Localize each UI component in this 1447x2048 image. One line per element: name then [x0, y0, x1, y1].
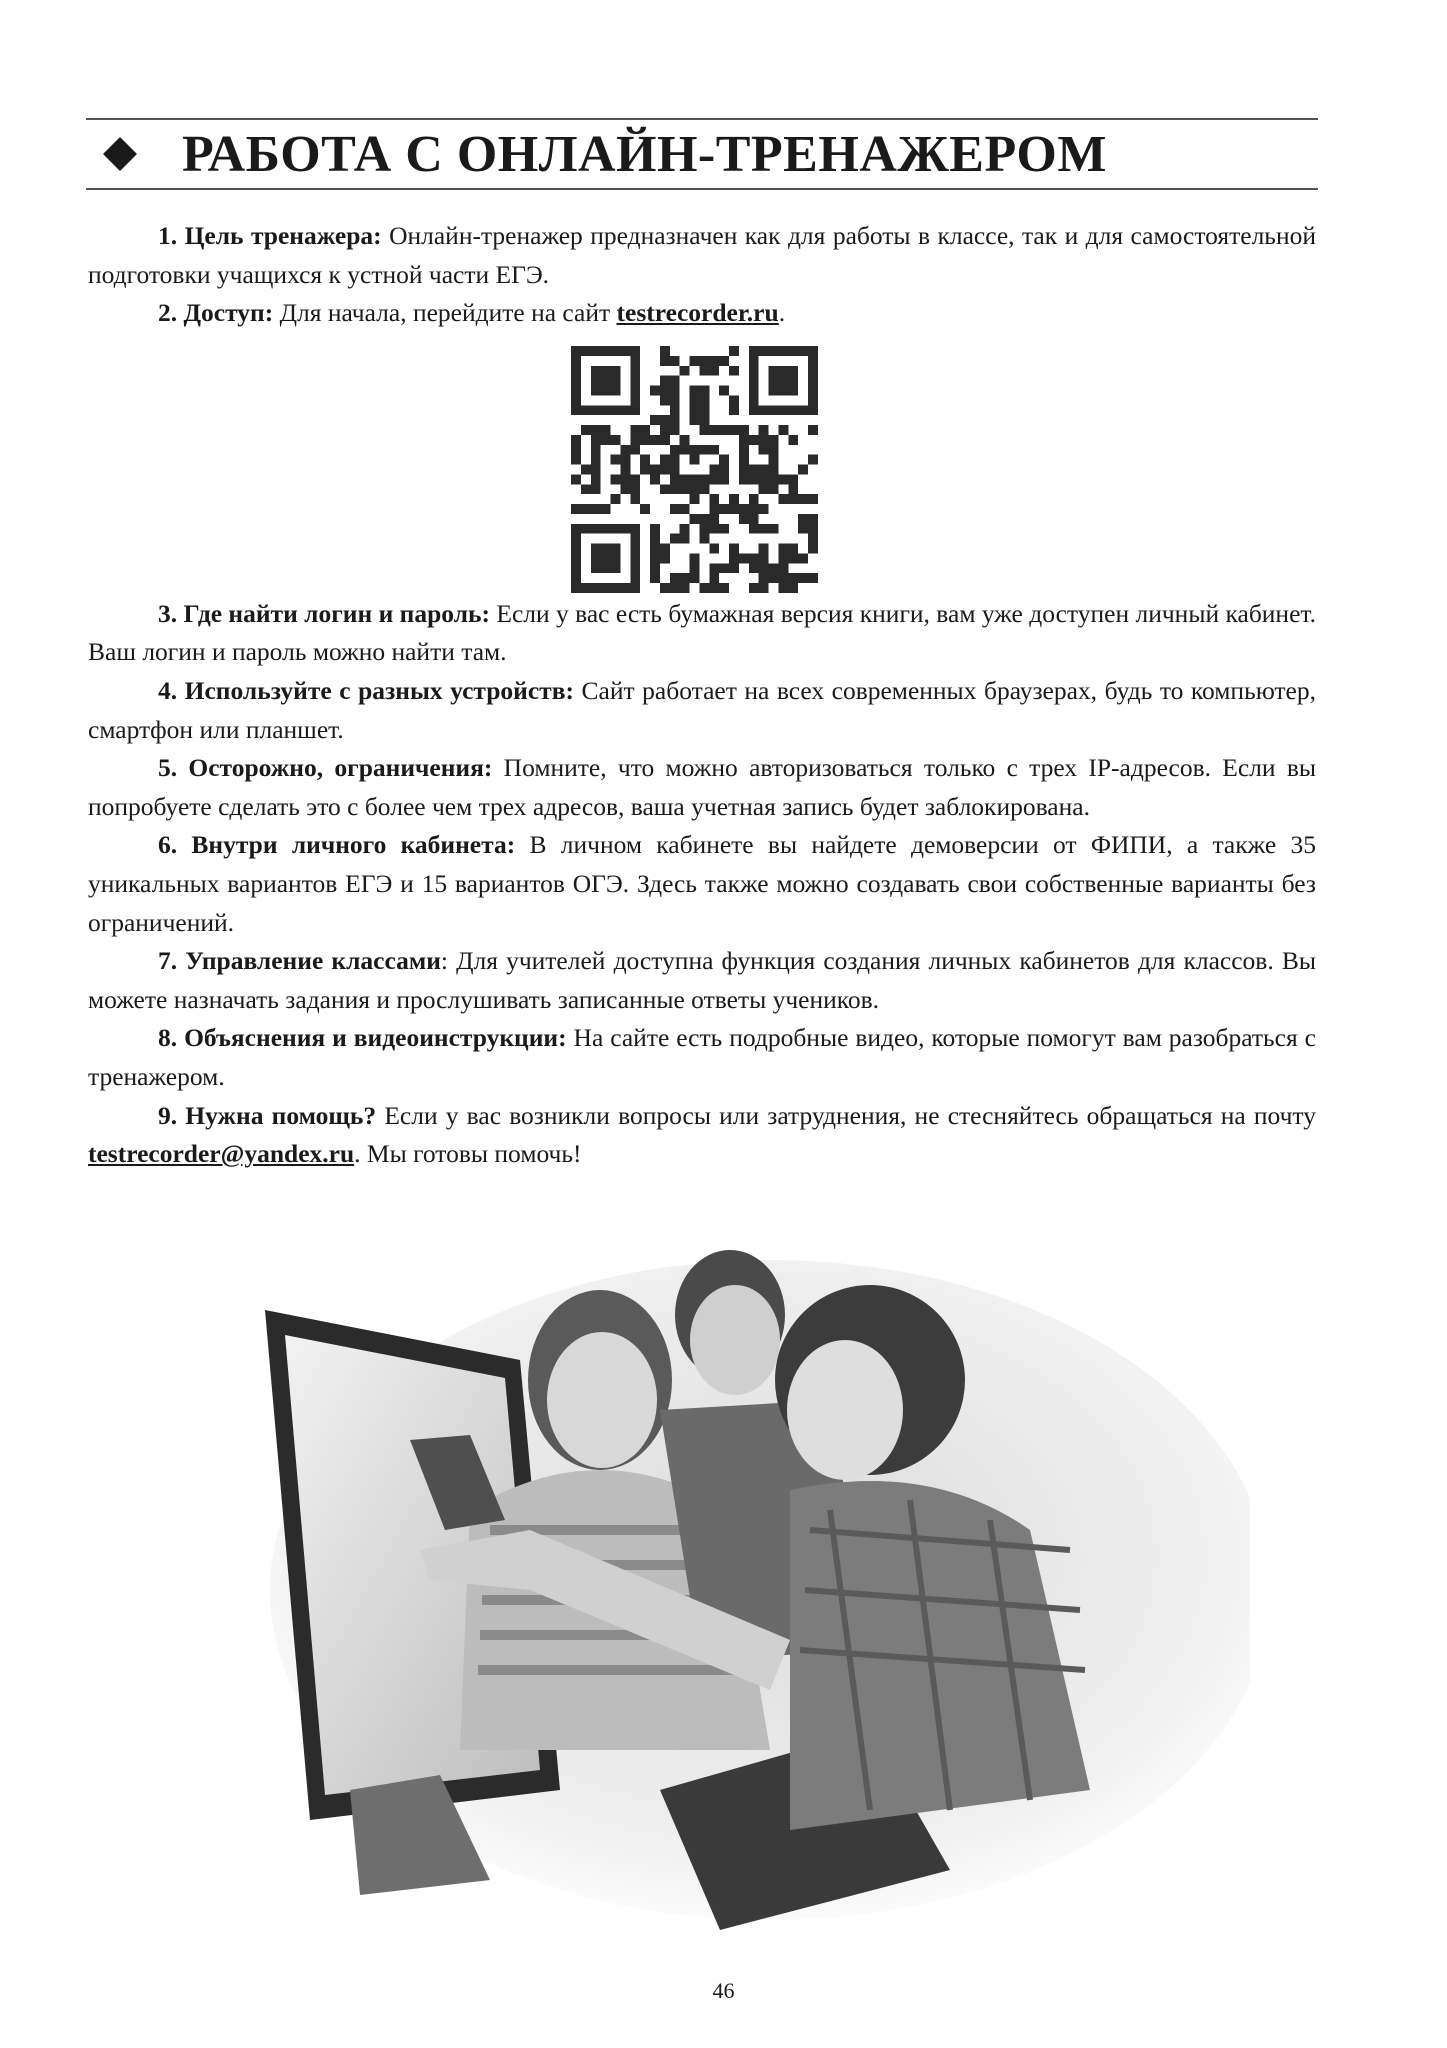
item-label: 7. Управление классами	[158, 946, 441, 976]
item-text: Если у вас есть бумажная версия книги, вам уже доступен личный кабинет. Ваш логин и пароль можно найти там.	[88, 598, 1317, 667]
item-classes	[88, 942, 1316, 1019]
qr-code-icon[interactable]	[571, 346, 818, 593]
students-at-computer-illustration	[230, 1230, 1250, 1930]
item-label: 3. Где найти логин и пароль:	[158, 598, 490, 628]
item-videos	[88, 1019, 1316, 1096]
heading-rule-bottom	[86, 188, 1318, 190]
item-text: Сайт работает на всех современных браузерах, будь то компьютер, смартфон или планшет.	[88, 675, 1317, 744]
item-text-after: .	[778, 298, 786, 328]
item-label: 9. Нужна помощь?	[158, 1100, 377, 1130]
item-text: Для начала, перейдите на сайт	[273, 298, 617, 328]
item-label: 8. Объяснения и видеоинструкции:	[158, 1023, 567, 1053]
item-help	[88, 1097, 1316, 1174]
page-number: 46	[712, 1978, 735, 2003]
qr-area	[88, 333, 1316, 595]
item-label: 4. Используйте с разных устройств:	[158, 675, 574, 705]
section-heading	[100, 122, 1107, 186]
item-text: В личном кабинете вы найдете демоверсии от ФИПИ, а также 35 уникальных вариантов ЕГЭ и 15 вариантов ОГЭ. Здесь также можно создавать свои собственные варианты без ограничений.	[88, 830, 1316, 937]
section-title: РАБОТА С ОНЛАЙН-ТРЕНАЖЕРОМ	[182, 125, 1107, 183]
item-login	[88, 595, 1316, 672]
item-text: : Для учителей доступна функция создания личных кабинетов для классов. Вы можете назначать задания и прослушивать записанные ответы учеников.	[88, 946, 1316, 1014]
instructions	[88, 217, 1316, 1174]
diamond-bullet-icon	[103, 137, 137, 171]
item-label: 6. Внутри личного кабинета:	[158, 830, 516, 860]
item-text: Помните, что можно авторизоваться только с трех IP-адресов. Если вы попробуете сделать это с более чем трех адресов, ваша учетная запись будет заблокирована.	[88, 753, 1316, 821]
item-text-after: . Мы готовы помочь!	[354, 1139, 582, 1169]
item-label: 1. Цель тренажера:	[158, 221, 382, 250]
item-limits	[88, 749, 1316, 826]
heading-rule-top	[86, 118, 1318, 120]
item-label: 2. Доступ:	[158, 298, 274, 328]
email-link[interactable]: testrecorder@yandex.ru	[88, 1139, 355, 1169]
item-access	[88, 294, 1316, 333]
item-cabinet	[88, 826, 1316, 942]
item-label: 5. Осторожно, ограничения:	[158, 753, 493, 783]
item-text: Онлайн-тренажер предназначен как для работы в классе, так и для самостоятельной подготовки учащихся к устной части ЕГЭ.	[88, 221, 1316, 289]
item-goal	[88, 217, 1316, 294]
site-link[interactable]: testrecorder.ru	[616, 298, 779, 328]
item-text: Если у вас возникли вопросы или затруднения, не стесняйтесь обращаться на почту	[376, 1100, 1316, 1130]
item-text: На сайте есть подробные видео, которые помогут вам разобраться с тренажером.	[88, 1023, 1316, 1091]
item-devices	[88, 672, 1316, 749]
